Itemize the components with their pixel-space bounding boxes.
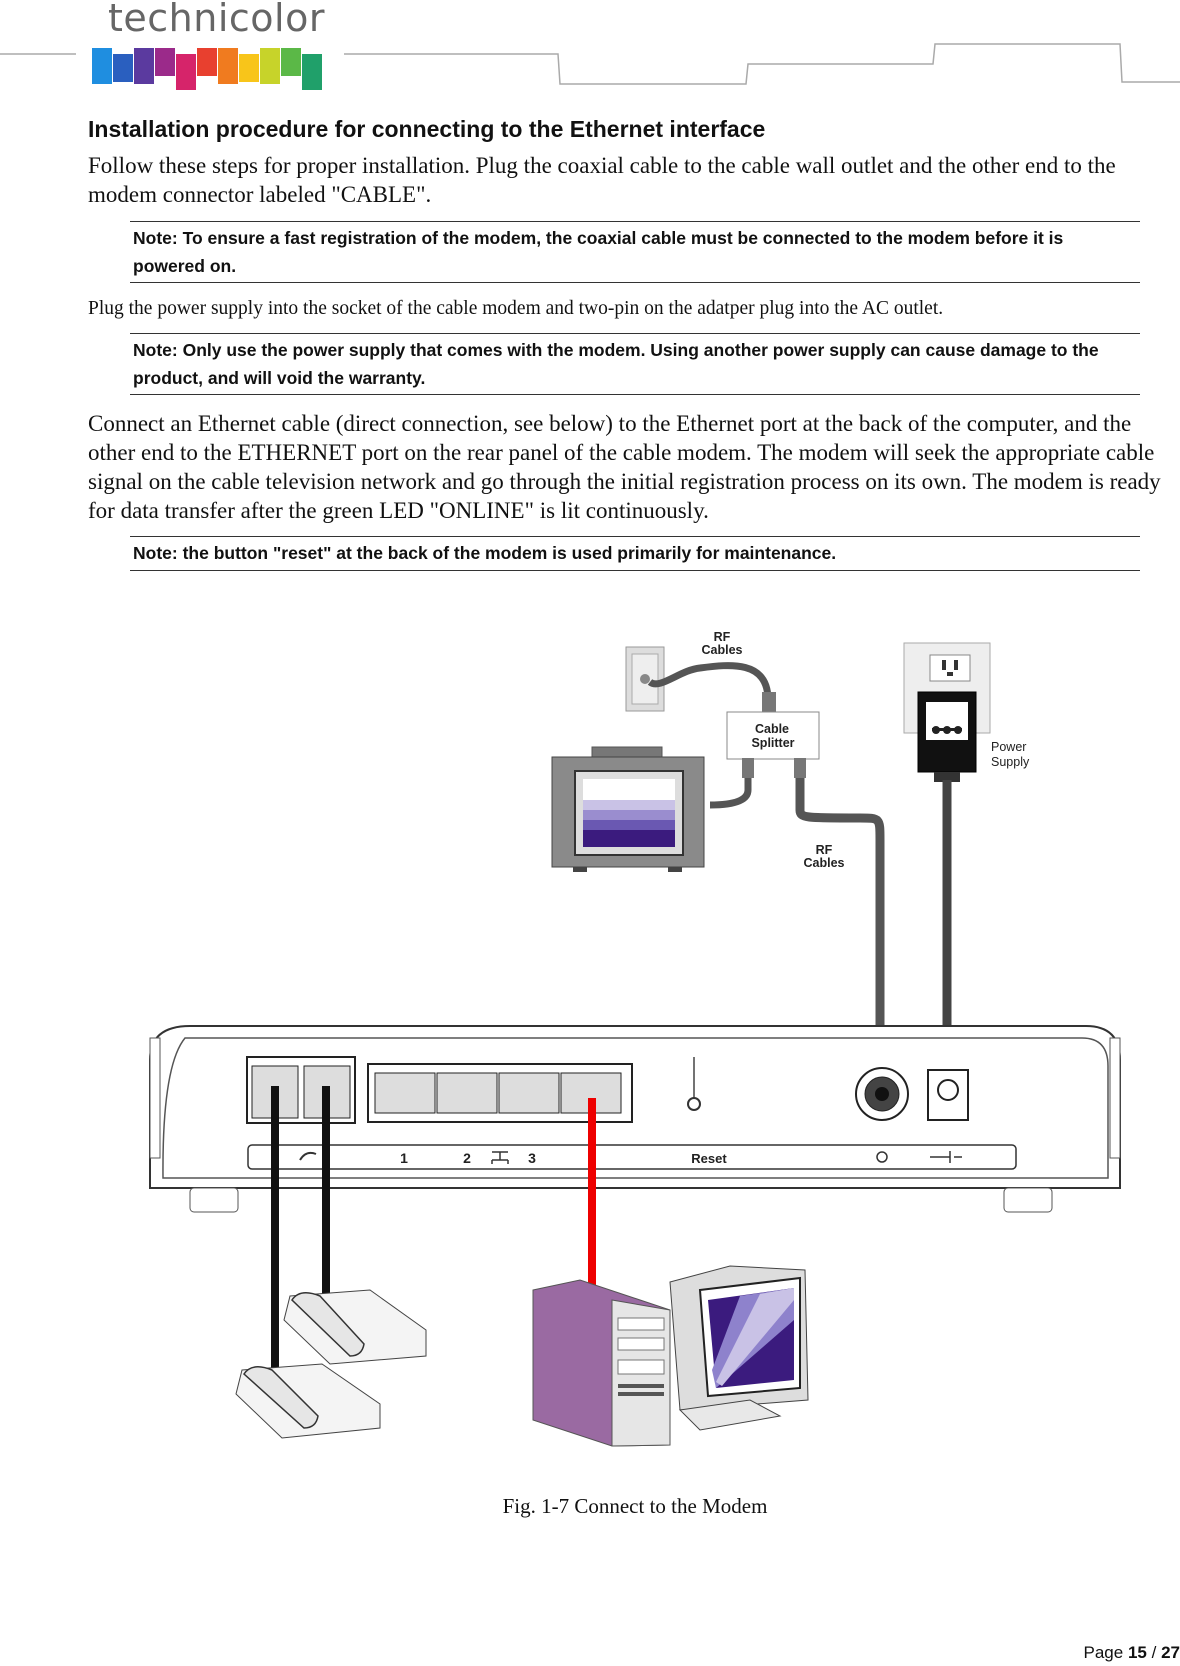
label-power-2: Supply — [991, 755, 1030, 769]
logo-color-block — [176, 54, 196, 90]
brand-logo-color-bar — [92, 48, 328, 90]
computer-tower — [533, 1280, 670, 1446]
port-label-1: 1 — [400, 1150, 408, 1166]
port-label-3: 3 — [528, 1150, 536, 1166]
figure-caption: Fig. 1-7 Connect to the Modem — [502, 1494, 768, 1518]
computer-monitor — [670, 1266, 808, 1430]
note-registration: Note: To ensure a fast registration of the modem, the coaxial cable must be connected to the modem before it is powered on. — [130, 221, 1140, 283]
reset-label: Reset — [691, 1151, 727, 1166]
logo-color-block — [218, 48, 238, 84]
page-prefix: Page — [1083, 1643, 1124, 1662]
brand-logo-text: technicolor — [108, 0, 325, 40]
rf-cable-outlet — [650, 666, 768, 700]
label-splitter-1: Cable — [754, 722, 790, 736]
port-label-2: 2 — [463, 1150, 471, 1166]
page-number — [1084, 1643, 1180, 1663]
telephone-1 — [284, 1290, 426, 1364]
page-current: 15 — [1127, 1643, 1147, 1662]
label-rf-cables-top-1: RF — [713, 630, 731, 644]
telephone-2 — [236, 1364, 380, 1438]
page-separator: / — [1151, 1643, 1157, 1662]
label-splitter-2: Splitter — [751, 736, 795, 750]
note-power-supply: Note: Only use the power supply that comes with the modem. Using another power supply can cause damage to the product, and will void the warranty. — [130, 333, 1140, 395]
logo-color-block — [281, 48, 301, 76]
logo-color-block — [260, 48, 280, 84]
television — [552, 747, 704, 872]
label-rf-cables-top-2: Cables — [701, 643, 743, 657]
logo-color-block — [197, 48, 217, 76]
logo-color-block — [134, 48, 154, 84]
logo-color-block — [302, 54, 322, 90]
logo-color-block — [239, 54, 259, 82]
label-power-1: Power — [991, 740, 1027, 754]
paragraph-ethernet: Connect an Ethernet cable (direct connection, see below) to the Ethernet port at the back of the computer, and the other end to the ETHERNET port on the rear panel of the cable modem. The modem will seek the appropriate cable signal on the cable television network and go through the initial registration process on its own. The modem is ready for data transfer after the green LED "ONLINE" is lit continuously. — [88, 411, 1161, 523]
rf-cable-modem — [800, 760, 880, 1055]
section-title: Installation procedure for connecting to the Ethernet interface — [88, 116, 766, 142]
logo-color-block — [113, 54, 133, 82]
logo-color-block — [92, 48, 112, 84]
logo-color-block — [155, 48, 175, 76]
power-adapter — [918, 692, 976, 782]
connection-diagram — [0, 600, 1180, 1480]
modem-rear-panel — [150, 1026, 1120, 1212]
paragraph-intro: Follow these steps for proper installation. Plug the coaxial cable to the cable wall outlet and the other end to the modem connector labeled "CABLE". — [88, 153, 1116, 207]
paragraph-power: Plug the power supply into the socket of the cable modem and two-pin on the adatper plug into the AC outlet. — [88, 298, 944, 319]
note-reset: Note: the button "reset" at the back of the modem is used primarily for maintenance. — [130, 536, 1140, 571]
label-rf-cables-bottom-2: Cables — [803, 856, 845, 870]
label-rf-cables-bottom-1: RF — [815, 843, 833, 857]
page-total: 27 — [1161, 1643, 1180, 1662]
wall-outlet — [626, 647, 664, 711]
